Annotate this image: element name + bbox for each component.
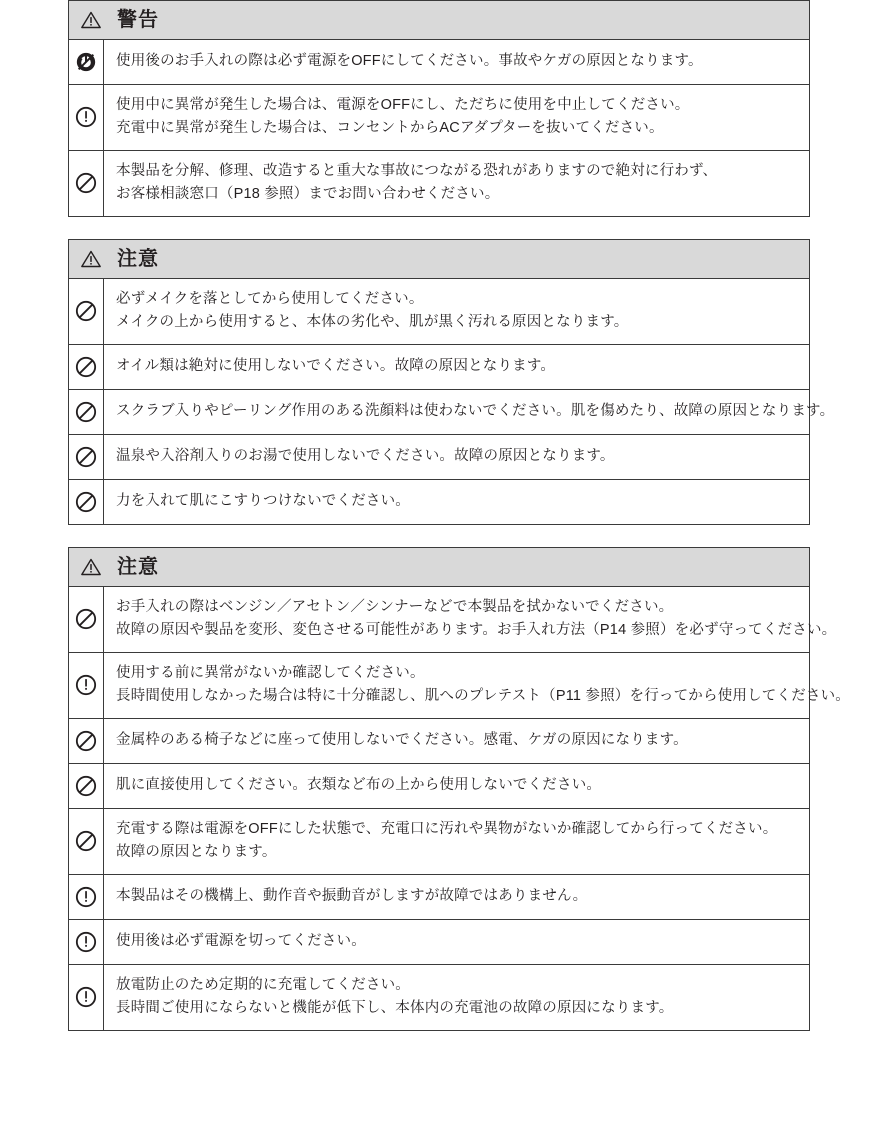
warning-sections	[68, 0, 850, 1031]
notice-line: 故障の原因となります。	[116, 844, 277, 861]
notice-row	[69, 279, 809, 345]
notice-text	[104, 279, 809, 344]
notice-row	[69, 764, 809, 809]
section-rows	[68, 40, 810, 217]
notice-row	[69, 40, 809, 85]
warning-triangle-icon	[81, 558, 109, 576]
prohibition-icon	[69, 587, 104, 652]
notice-line: お客様相談窓口（P18 参照）までお問い合わせください。	[116, 186, 500, 203]
notice-line: 長時間使用しなかった場合は特に十分確認し、肌へのプレテスト（P11 参照）を行ってから使用してください。	[116, 688, 850, 705]
page-content	[28, 0, 850, 1143]
notice-line: 必ずメイクを落としてから使用してください。	[116, 290, 424, 307]
section-caution-1	[68, 239, 835, 525]
exclamation-circle-icon	[69, 875, 104, 919]
notice-row	[69, 653, 850, 719]
notice-line: 使用中に異常が発生した場合は、電源をOFFにし、ただちに使用を中止してください。	[116, 97, 690, 113]
notice-text	[104, 40, 809, 84]
prohibition-icon	[69, 345, 104, 389]
exclamation-circle-icon	[69, 965, 104, 1030]
notice-text	[104, 719, 809, 763]
section-title: 警告	[117, 9, 159, 31]
notice-line: 充電中に異常が発生した場合は、コンセントからACアダプターを抜いてください。	[116, 120, 664, 137]
notice-row	[69, 85, 809, 151]
prohibition-icon	[69, 390, 104, 434]
notice-row	[69, 435, 809, 480]
section-rows	[68, 587, 850, 1031]
notice-text	[104, 587, 846, 652]
warning-triangle-icon	[81, 11, 109, 29]
warning-triangle-icon	[81, 250, 109, 268]
notice-line: スクラブ入りやピーリング作用のある洗顔料は使わないでください。肌を傷めたり、故障の原因となります。	[116, 403, 835, 420]
notice-line: オイル類は絶対に使用しないでください。故障の原因となります。	[116, 358, 556, 375]
notice-line: 本製品を分解、修理、改造すると重大な事故につながる恐れがありますので絶対に行わず、	[116, 162, 718, 179]
notice-row	[69, 480, 809, 524]
section-warning	[68, 0, 810, 217]
notice-line: 長時間ご使用にならないと機能が低下し、本体内の充電池の故障の原因になります。	[116, 1000, 674, 1017]
notice-text	[104, 151, 809, 216]
notice-line: 温泉や入浴剤入りのお湯で使用しないでください。故障の原因となります。	[116, 448, 615, 465]
exclamation-circle-icon	[69, 920, 104, 964]
notice-row	[69, 345, 809, 390]
notice-line: 肌に直接使用してください。衣類など布の上から使用しないでください。	[116, 777, 602, 794]
prohibition-icon	[69, 764, 104, 808]
prohibition-icon	[69, 809, 104, 874]
notice-row	[69, 920, 809, 965]
prohibition-icon	[69, 435, 104, 479]
notice-line: メイクの上から使用すると、本体の劣化や、肌が黒く汚れる原因となります。	[116, 314, 629, 331]
notice-text	[104, 653, 860, 718]
exclamation-circle-icon	[69, 653, 104, 718]
notice-text	[104, 480, 809, 524]
notice-row	[69, 390, 835, 435]
notice-row	[69, 965, 809, 1030]
notice-text	[104, 85, 809, 150]
notice-line: 故障の原因や製品を変形、変色させる可能性があります。お手入れ方法（P14 参照）を必ず守ってください。	[116, 622, 837, 639]
notice-text	[104, 390, 844, 434]
notice-line: お手入れの際はベンジン／アセトン／シンナーなどで本製品を拭かないでください。	[116, 598, 674, 615]
notice-text	[104, 965, 809, 1030]
notice-text	[104, 435, 809, 479]
notice-line: 使用する前に異常がないか確認してください。	[116, 664, 425, 681]
notice-text	[104, 809, 809, 874]
prohibition-icon	[69, 279, 104, 344]
section-title: 注意	[117, 555, 159, 578]
exclamation-circle-icon	[69, 85, 104, 150]
notice-text	[104, 345, 809, 389]
section-header-caution-2	[68, 547, 810, 587]
power-off-prohibited-icon	[69, 40, 104, 84]
notice-line: 力を入れて肌にこすりつけないでください。	[116, 493, 410, 510]
section-header-caution-1	[68, 239, 810, 279]
notice-row	[69, 875, 809, 920]
notice-line: 放電防止のため定期的に充電してください。	[116, 976, 410, 993]
notice-text	[104, 764, 809, 808]
notice-row	[69, 719, 809, 764]
notice-line: 充電する際は電源をOFFにした状態で、充電口に汚れや異物がないか確認してから行ってください。	[116, 820, 778, 837]
notice-text	[104, 920, 809, 964]
page-bottom-spacer	[68, 1053, 810, 1143]
prohibition-icon	[69, 480, 104, 524]
notice-line: 金属枠のある椅子などに座って使用しないでください。感電、ケガの原因になります。	[116, 732, 688, 749]
prohibition-icon	[69, 719, 104, 763]
notice-line: 本製品はその機構上、動作音や振動音がしますが故障ではありません。	[116, 888, 588, 905]
prohibition-icon	[69, 151, 104, 216]
notice-line: 使用後は必ず電源を切ってください。	[116, 933, 366, 950]
notice-row	[69, 151, 809, 216]
notice-row	[69, 809, 809, 875]
section-header-warning	[68, 0, 810, 40]
notice-line: 使用後のお手入れの際は必ず電源をOFFにしてください。事故やケガの原因となります。	[116, 53, 703, 70]
section-caution-2	[68, 547, 850, 1031]
section-rows	[68, 279, 835, 525]
section-title: 注意	[117, 247, 159, 270]
notice-row	[69, 587, 837, 653]
notice-text	[104, 875, 809, 919]
